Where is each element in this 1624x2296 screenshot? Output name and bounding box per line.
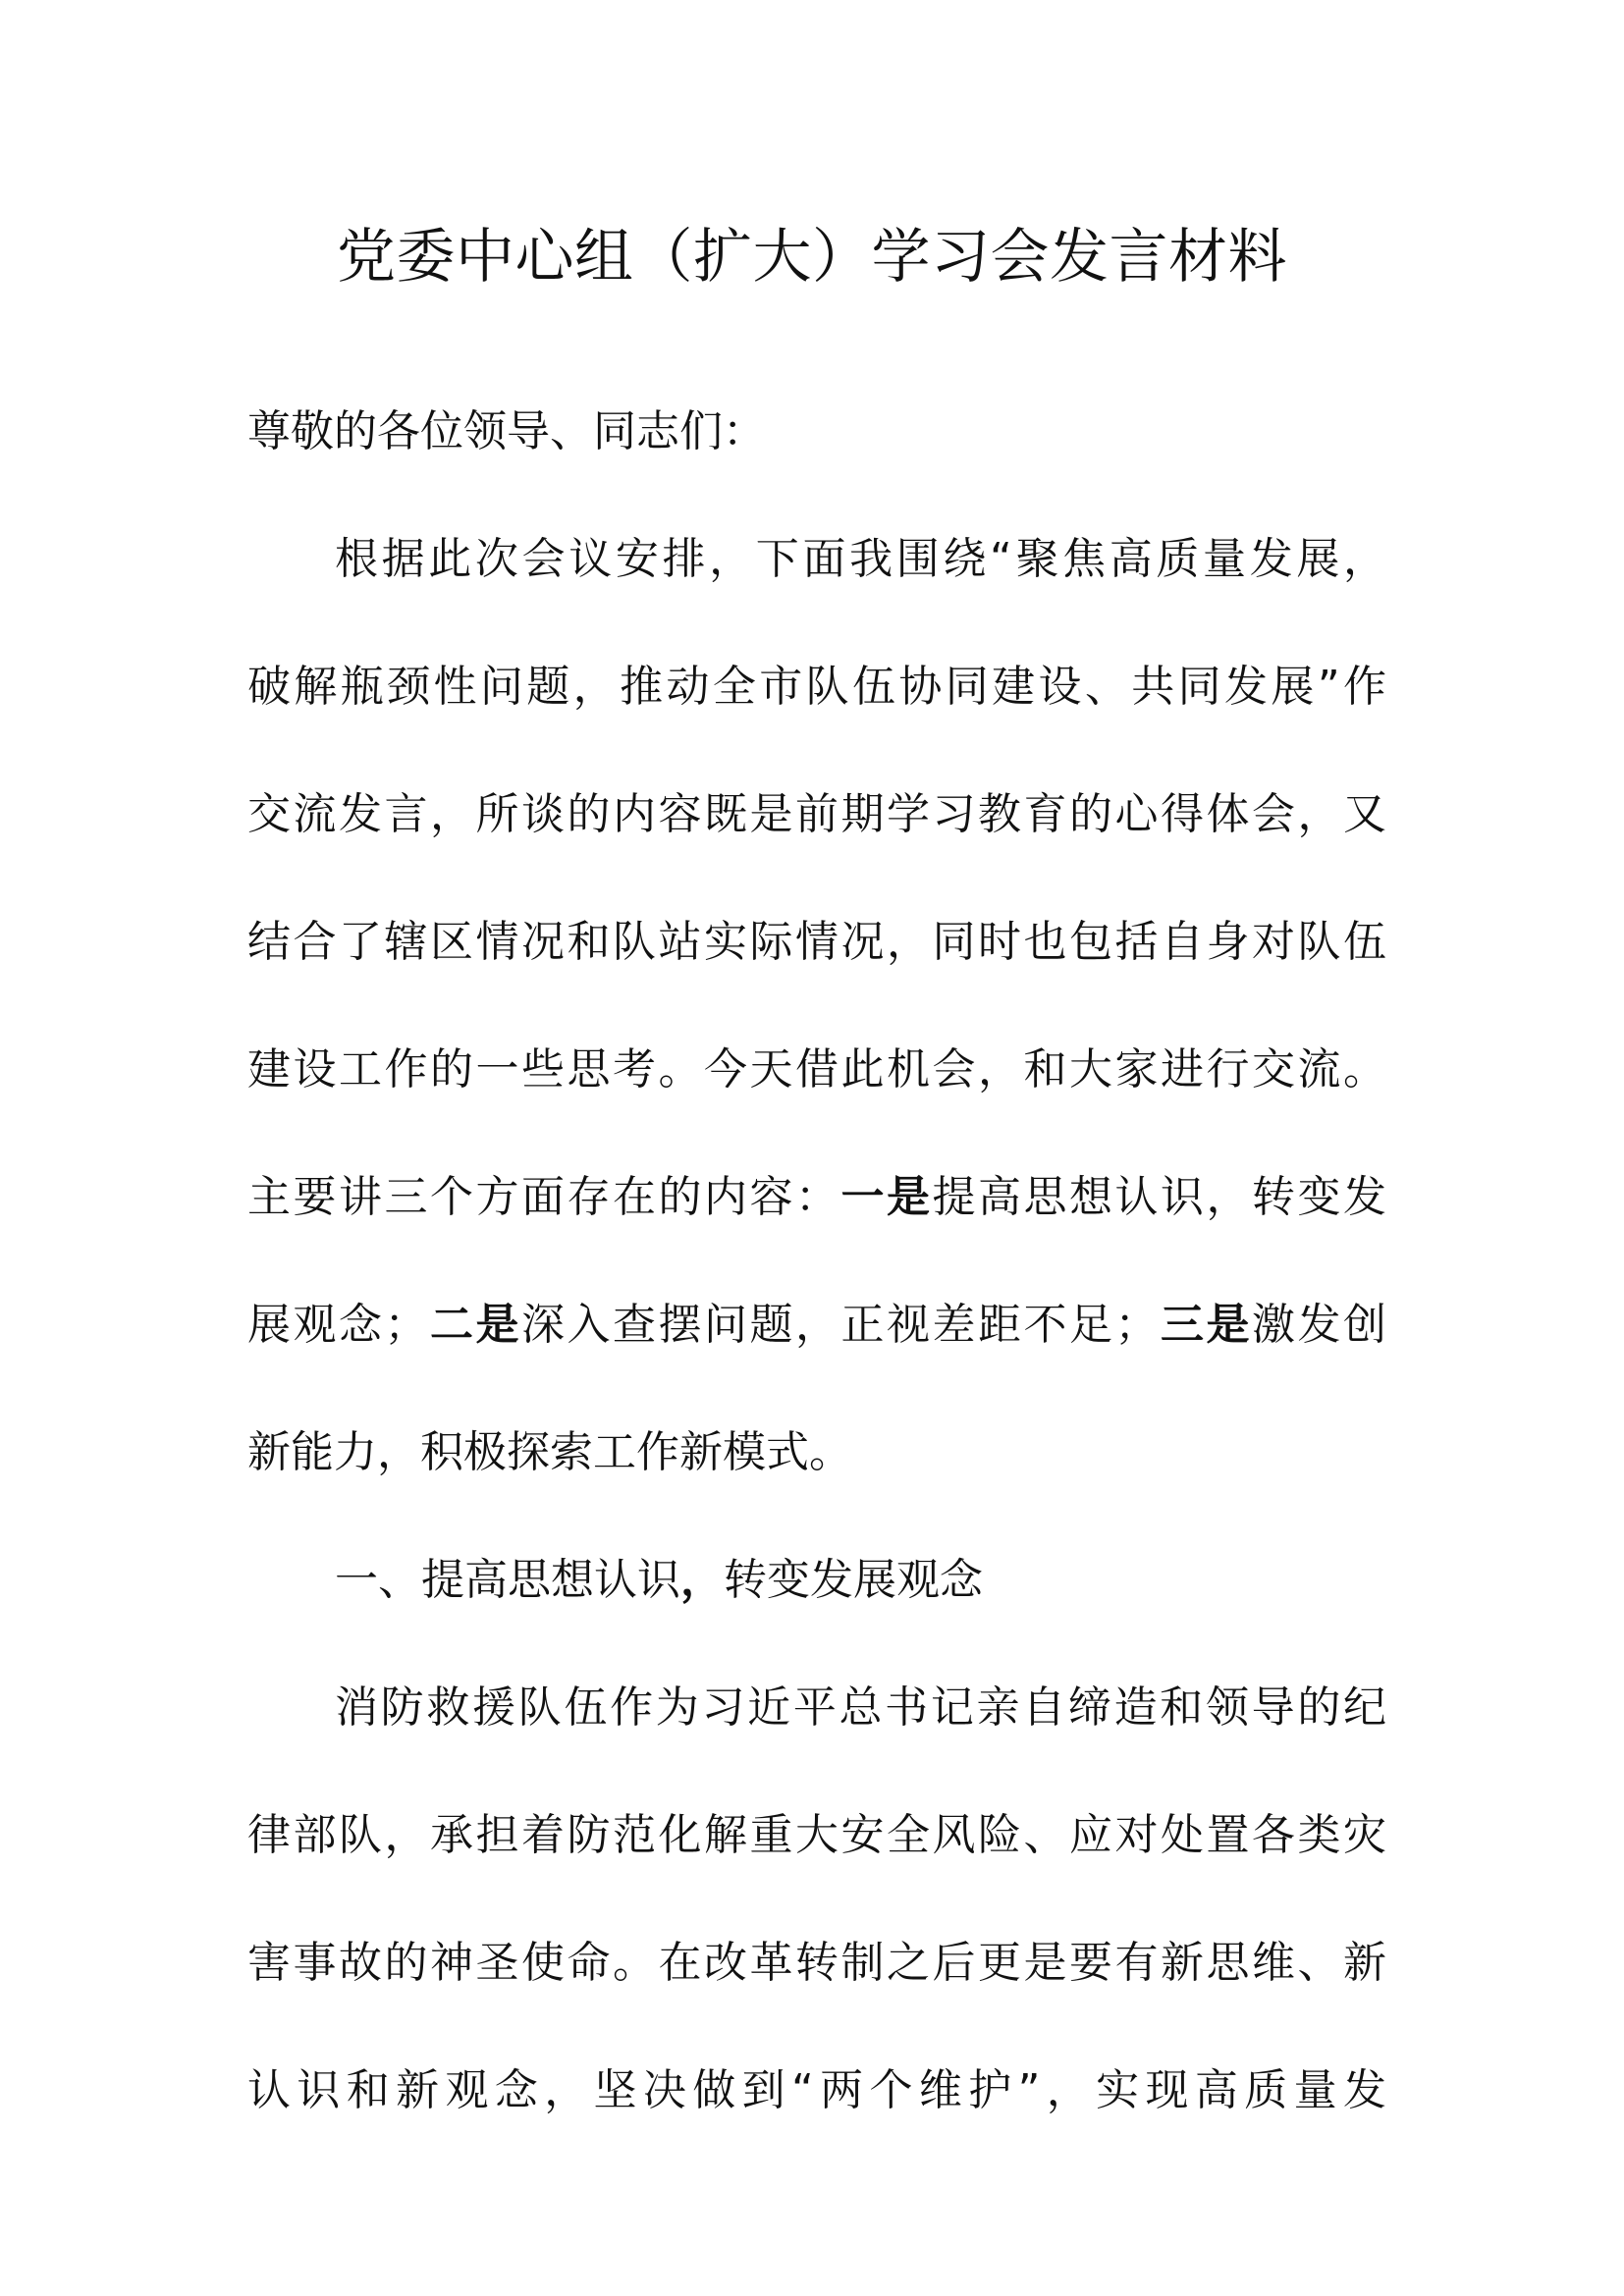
paragraph-1-line-3: 交流发言，所谈的内容既是前期学习教育的心得体会，又 (247, 789, 1386, 839)
heading-comma: ， (680, 1555, 724, 1605)
document-title: 党委中心组（扩大）学习会发言材料 (337, 223, 1287, 292)
heading-text: 一、提高思想认识 (335, 1555, 680, 1605)
text-run: 深入查摆问题，正视差距不足； (521, 1300, 1159, 1350)
paragraph-2-line-4: 认识和新观念，坚决做到“两个维护”，实现高质量发 (247, 2065, 1386, 2115)
text-run: 主要讲三个方面存在的内容： (247, 1172, 841, 1222)
text-run: 激发创 (1252, 1300, 1386, 1350)
heading-text: 转变发展观念 (724, 1555, 983, 1605)
salutation: 尊敬的各位领导、同志们： (247, 406, 766, 456)
paragraph-1-line-2: 破解瓶颈性问题，推动全市队伍协同建设、共同发展”作 (247, 662, 1386, 712)
emphasis-three: 三是 (1158, 1300, 1252, 1350)
paragraph-1-line-5: 建设工作的一些思考。今天借此机会，和大家进行交流。 (247, 1044, 1386, 1095)
text-run: 提高思想认识，转变发 (932, 1172, 1386, 1222)
text-run: 展观念； (247, 1300, 428, 1350)
paragraph-1-line-6 (247, 1168, 1386, 1227)
emphasis-one: 一是 (840, 1172, 933, 1222)
paragraph-1-line-7 (247, 1296, 1386, 1355)
paragraph-1-line-4: 结合了辖区情况和队站实际情况，同时也包括自身对队伍 (247, 917, 1386, 967)
paragraph-2-line-2: 律部队，承担着防范化解重大安全风险、应对处置各类灾 (247, 1810, 1386, 1860)
emphasis-two: 二是 (427, 1300, 521, 1350)
paragraph-2-line-1: 消防救援队伍作为习近平总书记亲自缔造和领导的纪 (335, 1682, 1386, 1733)
section-heading-1 (335, 1551, 1386, 1610)
paragraph-1-line-8: 新能力，积极探索工作新模式。 (247, 1427, 852, 1477)
paragraph-1-line-1: 根据此次会议安排，下面我围绕“聚焦高质量发展， (335, 534, 1386, 584)
paragraph-2-line-3: 害事故的神圣使命。在改革转制之后更是要有新思维、新 (247, 1938, 1386, 1988)
